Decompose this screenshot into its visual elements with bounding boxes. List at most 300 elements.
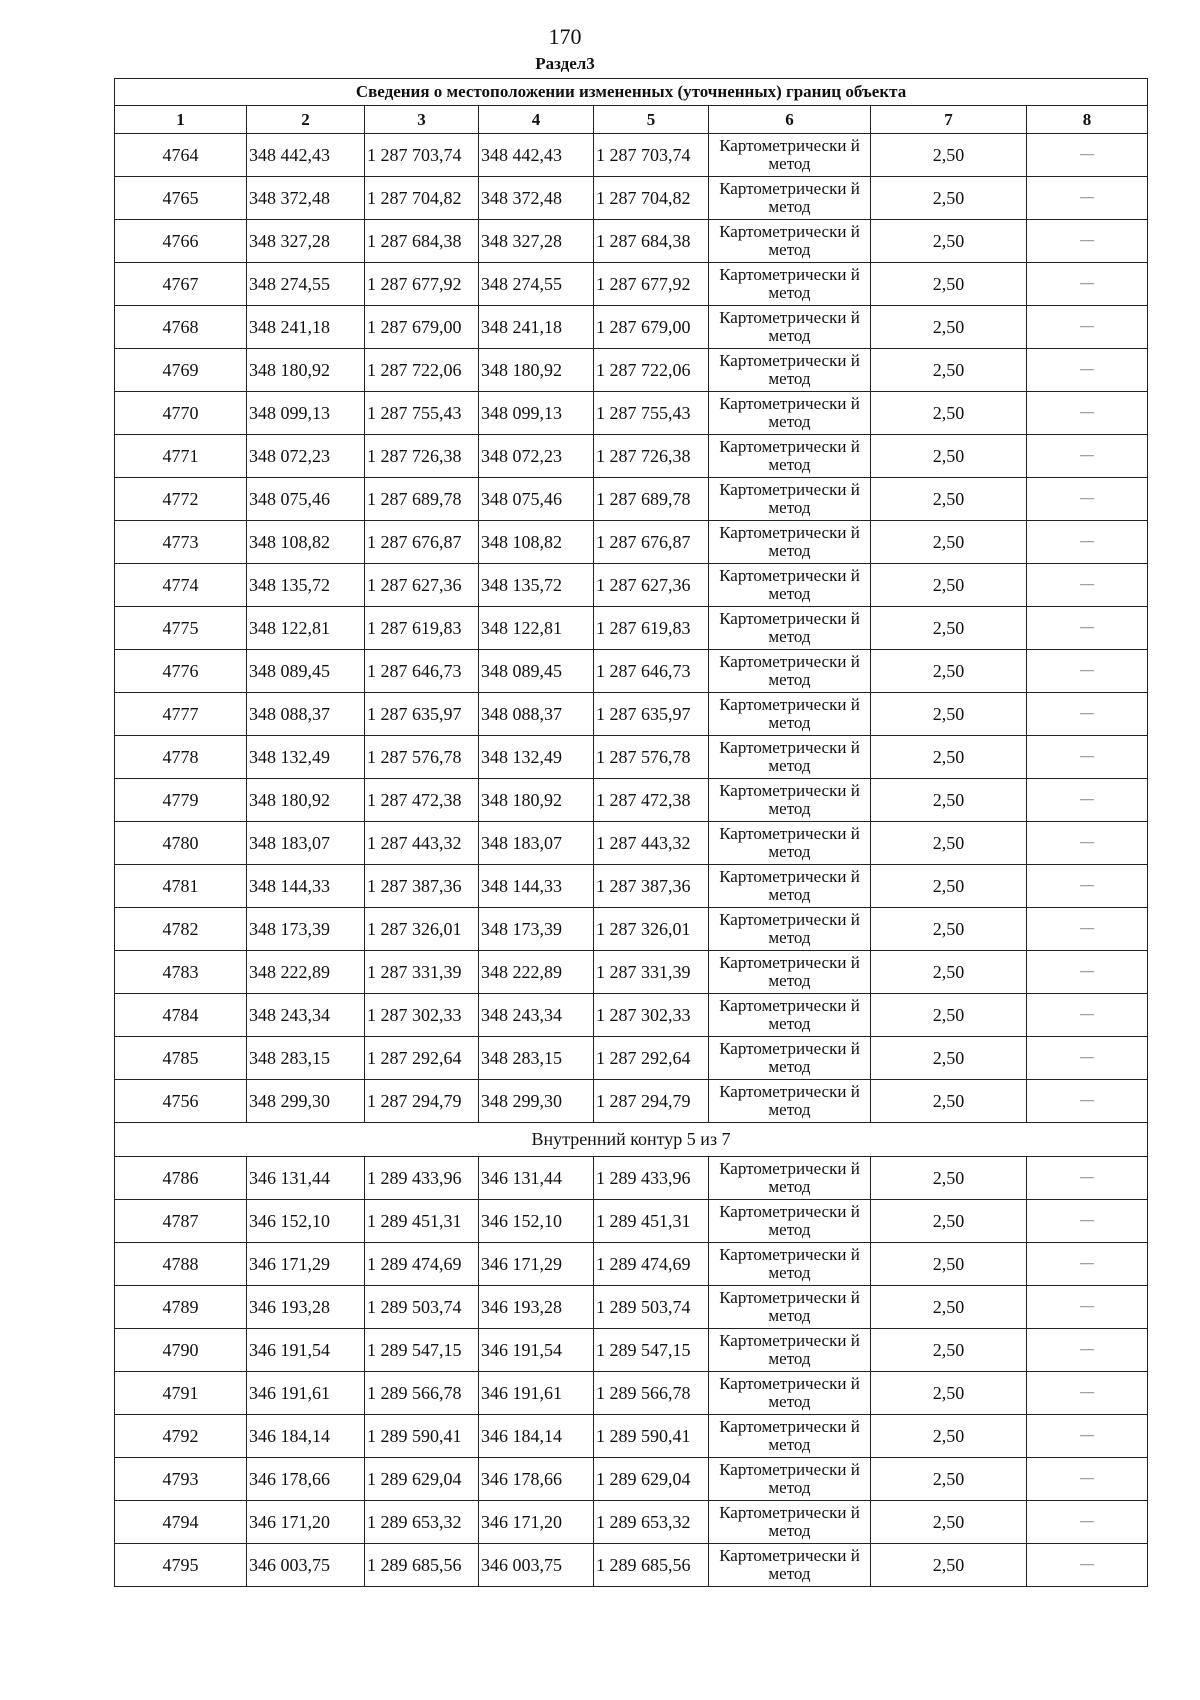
table-row <box>115 1080 1148 1123</box>
coordinate-x-cell: 348 442,43 <box>479 134 594 177</box>
column-8-cell: — <box>1027 607 1148 650</box>
method-cell: Картометрически й метод <box>709 1372 871 1415</box>
table-row <box>115 1037 1148 1080</box>
column-8-cell: — <box>1027 564 1148 607</box>
point-number-cell: 4793 <box>115 1458 247 1501</box>
coordinate-y-cell: 1 287 676,87 <box>365 521 479 564</box>
coordinate-y-cell: 1 287 576,78 <box>365 736 479 779</box>
coordinate-x-cell: 348 243,34 <box>479 994 594 1037</box>
coordinate-y-cell: 1 287 677,92 <box>365 263 479 306</box>
point-number-cell: 4779 <box>115 779 247 822</box>
coordinate-y-cell: 1 289 685,56 <box>365 1544 479 1587</box>
coordinate-x-cell: 348 180,92 <box>247 349 365 392</box>
coordinate-y-cell: 1 287 635,97 <box>365 693 479 736</box>
method-cell: Картометрически й метод <box>709 263 871 306</box>
column-number: 7 <box>871 106 1027 134</box>
coordinate-y-cell: 1 289 566,78 <box>594 1372 709 1415</box>
coordinate-x-cell: 348 241,18 <box>479 306 594 349</box>
accuracy-cell: 2,50 <box>871 478 1027 521</box>
column-8-cell: — <box>1027 435 1148 478</box>
coordinate-x-cell: 346 171,29 <box>479 1243 594 1286</box>
point-number-cell: 4785 <box>115 1037 247 1080</box>
coordinate-x-cell: 346 184,14 <box>479 1415 594 1458</box>
coordinate-x-cell: 346 184,14 <box>247 1415 365 1458</box>
table-row <box>115 1157 1148 1200</box>
method-cell: Картометрически й метод <box>709 177 871 220</box>
table-row <box>115 1329 1148 1372</box>
column-8-cell: — <box>1027 994 1148 1037</box>
accuracy-cell: 2,50 <box>871 435 1027 478</box>
method-cell: Картометрически й метод <box>709 435 871 478</box>
coordinate-y-cell: 1 287 576,78 <box>594 736 709 779</box>
page-number: 170 <box>548 24 582 49</box>
accuracy-cell: 2,50 <box>871 1544 1027 1587</box>
coordinate-y-cell: 1 287 387,36 <box>594 865 709 908</box>
coordinate-x-cell: 348 088,37 <box>479 693 594 736</box>
table-row <box>115 435 1148 478</box>
point-number-cell: 4766 <box>115 220 247 263</box>
coordinate-x-cell: 346 178,66 <box>247 1458 365 1501</box>
coordinate-y-cell: 1 287 722,06 <box>365 349 479 392</box>
coordinate-x-cell: 346 178,66 <box>479 1458 594 1501</box>
coordinate-y-cell: 1 287 292,64 <box>365 1037 479 1080</box>
coordinate-y-cell: 1 289 451,31 <box>594 1200 709 1243</box>
table-title: Сведения о местоположении измененных (уточненных) границ объекта <box>115 79 1148 106</box>
coordinate-x-cell: 348 222,89 <box>247 951 365 994</box>
column-8-cell: — <box>1027 650 1148 693</box>
coordinate-y-cell: 1 287 635,97 <box>594 693 709 736</box>
coordinate-y-cell: 1 287 703,74 <box>365 134 479 177</box>
coordinate-y-cell: 1 287 619,83 <box>365 607 479 650</box>
coordinate-x-cell: 348 108,82 <box>479 521 594 564</box>
point-number-cell: 4764 <box>115 134 247 177</box>
table-row <box>115 1501 1148 1544</box>
coordinate-x-cell: 346 003,75 <box>479 1544 594 1587</box>
coordinate-x-cell: 348 122,81 <box>247 607 365 650</box>
coordinate-x-cell: 348 274,55 <box>479 263 594 306</box>
coordinate-x-cell: 348 108,82 <box>247 521 365 564</box>
coordinate-x-cell: 348 180,92 <box>247 779 365 822</box>
coordinate-y-cell: 1 289 433,96 <box>365 1157 479 1200</box>
method-cell: Картометрически й метод <box>709 564 871 607</box>
point-number-cell: 4795 <box>115 1544 247 1587</box>
table-row <box>115 564 1148 607</box>
coordinate-y-cell: 1 289 547,15 <box>594 1329 709 1372</box>
column-number: 2 <box>247 106 365 134</box>
column-8-cell: — <box>1027 1329 1148 1372</box>
column-8-cell: — <box>1027 1080 1148 1123</box>
coordinate-y-cell: 1 289 433,96 <box>594 1157 709 1200</box>
contour-heading-row <box>115 1123 1148 1157</box>
table-row <box>115 263 1148 306</box>
point-number-cell: 4775 <box>115 607 247 650</box>
coordinate-x-cell: 348 180,92 <box>479 349 594 392</box>
coordinate-x-cell: 348 173,39 <box>479 908 594 951</box>
point-number-cell: 4794 <box>115 1501 247 1544</box>
method-cell: Картометрически й метод <box>709 994 871 1037</box>
method-cell: Картометрически й метод <box>709 134 871 177</box>
coordinate-x-cell: 346 191,61 <box>247 1372 365 1415</box>
coordinate-x-cell: 346 171,29 <box>247 1243 365 1286</box>
coordinate-x-cell: 348 283,15 <box>479 1037 594 1080</box>
method-cell: Картометрически й метод <box>709 521 871 564</box>
method-cell: Картометрически й метод <box>709 607 871 650</box>
coordinate-x-cell: 346 193,28 <box>479 1286 594 1329</box>
point-number-cell: 4783 <box>115 951 247 994</box>
point-number-cell: 4784 <box>115 994 247 1037</box>
coordinate-x-cell: 348 327,28 <box>247 220 365 263</box>
coordinate-y-cell: 1 289 503,74 <box>594 1286 709 1329</box>
column-8-cell: — <box>1027 865 1148 908</box>
column-8-cell: — <box>1027 1501 1148 1544</box>
coordinate-x-cell: 348 442,43 <box>247 134 365 177</box>
method-cell: Картометрически й метод <box>709 306 871 349</box>
method-cell: Картометрически й метод <box>709 951 871 994</box>
coordinate-y-cell: 1 287 627,36 <box>365 564 479 607</box>
accuracy-cell: 2,50 <box>871 607 1027 650</box>
point-number-cell: 4781 <box>115 865 247 908</box>
point-number-cell: 4768 <box>115 306 247 349</box>
coordinate-y-cell: 1 287 704,82 <box>365 177 479 220</box>
coordinate-y-cell: 1 287 677,92 <box>594 263 709 306</box>
coordinate-y-cell: 1 287 472,38 <box>594 779 709 822</box>
table-row <box>115 521 1148 564</box>
method-cell: Картометрически й метод <box>709 392 871 435</box>
point-number-cell: 4756 <box>115 1080 247 1123</box>
coordinate-x-cell: 348 132,49 <box>247 736 365 779</box>
coordinate-y-cell: 1 287 294,79 <box>365 1080 479 1123</box>
coordinate-y-cell: 1 289 590,41 <box>365 1415 479 1458</box>
coordinate-x-cell: 348 173,39 <box>247 908 365 951</box>
column-8-cell: — <box>1027 1544 1148 1587</box>
column-8-cell: — <box>1027 822 1148 865</box>
coordinate-x-cell: 348 299,30 <box>247 1080 365 1123</box>
table-row <box>115 951 1148 994</box>
coordinate-y-cell: 1 287 676,87 <box>594 521 709 564</box>
table-body <box>115 134 1148 1587</box>
method-cell: Картометрически й метод <box>709 736 871 779</box>
point-number-cell: 4787 <box>115 1200 247 1243</box>
accuracy-cell: 2,50 <box>871 1243 1027 1286</box>
boundary-coordinates-table <box>114 78 1148 1587</box>
accuracy-cell: 2,50 <box>871 1372 1027 1415</box>
column-8-cell: — <box>1027 736 1148 779</box>
method-cell: Картометрически й метод <box>709 1080 871 1123</box>
table-row <box>115 650 1148 693</box>
method-cell: Картометрически й метод <box>709 1415 871 1458</box>
table-row <box>115 134 1148 177</box>
method-cell: Картометрически й метод <box>709 1157 871 1200</box>
coordinate-y-cell: 1 287 755,43 <box>594 392 709 435</box>
method-cell: Картометрически й метод <box>709 220 871 263</box>
coordinate-y-cell: 1 289 629,04 <box>365 1458 479 1501</box>
table-row <box>115 779 1148 822</box>
table-row <box>115 1544 1148 1587</box>
accuracy-cell: 2,50 <box>871 908 1027 951</box>
point-number-cell: 4772 <box>115 478 247 521</box>
coordinate-y-cell: 1 287 627,36 <box>594 564 709 607</box>
column-8-cell: — <box>1027 908 1148 951</box>
coordinate-y-cell: 1 287 294,79 <box>594 1080 709 1123</box>
coordinate-x-cell: 348 274,55 <box>247 263 365 306</box>
coordinate-x-cell: 346 152,10 <box>479 1200 594 1243</box>
coordinate-x-cell: 348 144,33 <box>247 865 365 908</box>
column-8-cell: — <box>1027 392 1148 435</box>
column-8-cell: — <box>1027 779 1148 822</box>
point-number-cell: 4778 <box>115 736 247 779</box>
coordinate-x-cell: 348 180,92 <box>479 779 594 822</box>
coordinate-y-cell: 1 289 685,56 <box>594 1544 709 1587</box>
coordinate-x-cell: 346 191,61 <box>479 1372 594 1415</box>
column-number: 6 <box>709 106 871 134</box>
table-row <box>115 1458 1148 1501</box>
point-number-cell: 4777 <box>115 693 247 736</box>
column-8-cell: — <box>1027 1037 1148 1080</box>
method-cell: Картометрически й метод <box>709 693 871 736</box>
column-8-cell: — <box>1027 177 1148 220</box>
coordinate-y-cell: 1 287 443,32 <box>365 822 479 865</box>
coordinate-y-cell: 1 287 703,74 <box>594 134 709 177</box>
accuracy-cell: 2,50 <box>871 1286 1027 1329</box>
column-number: 3 <box>365 106 479 134</box>
accuracy-cell: 2,50 <box>871 263 1027 306</box>
column-8-cell: — <box>1027 478 1148 521</box>
coordinate-x-cell: 348 283,15 <box>247 1037 365 1080</box>
column-number: 8 <box>1027 106 1148 134</box>
method-cell: Картометрически й метод <box>709 822 871 865</box>
accuracy-cell: 2,50 <box>871 564 1027 607</box>
accuracy-cell: 2,50 <box>871 392 1027 435</box>
coordinate-x-cell: 348 222,89 <box>479 951 594 994</box>
table-row <box>115 1200 1148 1243</box>
table-row <box>115 220 1148 263</box>
coordinate-x-cell: 348 075,46 <box>479 478 594 521</box>
accuracy-cell: 2,50 <box>871 951 1027 994</box>
accuracy-cell: 2,50 <box>871 177 1027 220</box>
table-row <box>115 908 1148 951</box>
point-number-cell: 4767 <box>115 263 247 306</box>
point-number-cell: 4790 <box>115 1329 247 1372</box>
coordinate-x-cell: 348 327,28 <box>479 220 594 263</box>
coordinate-y-cell: 1 287 619,83 <box>594 607 709 650</box>
method-cell: Картометрически й метод <box>709 908 871 951</box>
column-8-cell: — <box>1027 951 1148 994</box>
column-number-row <box>115 106 1148 134</box>
coordinate-x-cell: 346 131,44 <box>479 1157 594 1200</box>
coordinate-y-cell: 1 287 646,73 <box>365 650 479 693</box>
coordinate-x-cell: 348 072,23 <box>247 435 365 478</box>
coordinate-x-cell: 348 135,72 <box>247 564 365 607</box>
table-row <box>115 822 1148 865</box>
method-cell: Картометрически й метод <box>709 1243 871 1286</box>
coordinate-x-cell: 348 241,18 <box>247 306 365 349</box>
coordinate-y-cell: 1 287 387,36 <box>365 865 479 908</box>
accuracy-cell: 2,50 <box>871 1501 1027 1544</box>
coordinate-x-cell: 346 193,28 <box>247 1286 365 1329</box>
column-8-cell: — <box>1027 1200 1148 1243</box>
coordinate-y-cell: 1 289 503,74 <box>365 1286 479 1329</box>
method-cell: Картометрически й метод <box>709 650 871 693</box>
section-label: Раздел3 <box>535 54 595 73</box>
coordinate-x-cell: 346 171,20 <box>247 1501 365 1544</box>
coordinate-x-cell: 346 152,10 <box>247 1200 365 1243</box>
method-cell: Картометрически й метод <box>709 1037 871 1080</box>
table-row <box>115 392 1148 435</box>
accuracy-cell: 2,50 <box>871 134 1027 177</box>
coordinate-x-cell: 348 183,07 <box>479 822 594 865</box>
coordinate-y-cell: 1 287 679,00 <box>594 306 709 349</box>
table-row <box>115 1372 1148 1415</box>
point-number-cell: 4789 <box>115 1286 247 1329</box>
coordinate-y-cell: 1 289 590,41 <box>594 1415 709 1458</box>
contour-heading: Внутренний контур 5 из 7 <box>115 1123 1148 1157</box>
coordinate-x-cell: 348 089,45 <box>247 650 365 693</box>
point-number-cell: 4773 <box>115 521 247 564</box>
coordinate-y-cell: 1 287 684,38 <box>365 220 479 263</box>
coordinate-x-cell: 348 183,07 <box>247 822 365 865</box>
coordinate-x-cell: 348 299,30 <box>479 1080 594 1123</box>
coordinate-x-cell: 348 135,72 <box>479 564 594 607</box>
point-number-cell: 4771 <box>115 435 247 478</box>
point-number-cell: 4792 <box>115 1415 247 1458</box>
accuracy-cell: 2,50 <box>871 1200 1027 1243</box>
accuracy-cell: 2,50 <box>871 650 1027 693</box>
method-cell: Картометрически й метод <box>709 1501 871 1544</box>
coordinate-x-cell: 346 003,75 <box>247 1544 365 1587</box>
accuracy-cell: 2,50 <box>871 1415 1027 1458</box>
column-8-cell: — <box>1027 1458 1148 1501</box>
coordinate-y-cell: 1 287 292,64 <box>594 1037 709 1080</box>
method-cell: Картометрически й метод <box>709 478 871 521</box>
column-8-cell: — <box>1027 263 1148 306</box>
coordinate-y-cell: 1 287 684,38 <box>594 220 709 263</box>
coordinate-x-cell: 346 191,54 <box>479 1329 594 1372</box>
accuracy-cell: 2,50 <box>871 736 1027 779</box>
point-number-cell: 4776 <box>115 650 247 693</box>
coordinate-y-cell: 1 289 629,04 <box>594 1458 709 1501</box>
table-row <box>115 349 1148 392</box>
column-number: 1 <box>115 106 247 134</box>
point-number-cell: 4765 <box>115 177 247 220</box>
coordinate-x-cell: 348 089,45 <box>479 650 594 693</box>
point-number-cell: 4780 <box>115 822 247 865</box>
method-cell: Картометрически й метод <box>709 1458 871 1501</box>
coordinate-y-cell: 1 287 331,39 <box>365 951 479 994</box>
method-cell: Картометрически й метод <box>709 349 871 392</box>
column-8-cell: — <box>1027 1243 1148 1286</box>
coordinate-y-cell: 1 287 326,01 <box>365 908 479 951</box>
coordinate-y-cell: 1 289 474,69 <box>365 1243 479 1286</box>
accuracy-cell: 2,50 <box>871 865 1027 908</box>
point-number-cell: 4770 <box>115 392 247 435</box>
column-8-cell: — <box>1027 1286 1148 1329</box>
column-8-cell: — <box>1027 1372 1148 1415</box>
table-row <box>115 306 1148 349</box>
column-8-cell: — <box>1027 220 1148 263</box>
point-number-cell: 4791 <box>115 1372 247 1415</box>
accuracy-cell: 2,50 <box>871 521 1027 564</box>
column-number: 4 <box>479 106 594 134</box>
coordinate-x-cell: 348 372,48 <box>247 177 365 220</box>
table-row <box>115 607 1148 650</box>
point-number-cell: 4774 <box>115 564 247 607</box>
method-cell: Картометрически й метод <box>709 1200 871 1243</box>
table-row <box>115 478 1148 521</box>
table-row <box>115 1243 1148 1286</box>
point-number-cell: 4786 <box>115 1157 247 1200</box>
accuracy-cell: 2,50 <box>871 822 1027 865</box>
column-8-cell: — <box>1027 306 1148 349</box>
coordinate-y-cell: 1 287 689,78 <box>594 478 709 521</box>
table-row <box>115 1286 1148 1329</box>
coordinate-x-cell: 346 191,54 <box>247 1329 365 1372</box>
accuracy-cell: 2,50 <box>871 1329 1027 1372</box>
coordinate-x-cell: 348 122,81 <box>479 607 594 650</box>
point-number-cell: 4788 <box>115 1243 247 1286</box>
accuracy-cell: 2,50 <box>871 994 1027 1037</box>
column-8-cell: — <box>1027 1157 1148 1200</box>
coordinate-x-cell: 348 088,37 <box>247 693 365 736</box>
coordinate-y-cell: 1 289 566,78 <box>365 1372 479 1415</box>
coordinate-y-cell: 1 287 726,38 <box>365 435 479 478</box>
coordinate-y-cell: 1 287 302,33 <box>365 994 479 1037</box>
column-8-cell: — <box>1027 1415 1148 1458</box>
column-8-cell: — <box>1027 349 1148 392</box>
coordinate-x-cell: 346 171,20 <box>479 1501 594 1544</box>
coordinate-y-cell: 1 287 646,73 <box>594 650 709 693</box>
coordinate-y-cell: 1 287 726,38 <box>594 435 709 478</box>
coordinate-y-cell: 1 289 474,69 <box>594 1243 709 1286</box>
accuracy-cell: 2,50 <box>871 1037 1027 1080</box>
coordinate-y-cell: 1 287 302,33 <box>594 994 709 1037</box>
coordinate-x-cell: 348 132,49 <box>479 736 594 779</box>
accuracy-cell: 2,50 <box>871 1458 1027 1501</box>
accuracy-cell: 2,50 <box>871 1080 1027 1123</box>
coordinate-x-cell: 348 075,46 <box>247 478 365 521</box>
accuracy-cell: 2,50 <box>871 1157 1027 1200</box>
coordinate-y-cell: 1 287 679,00 <box>365 306 479 349</box>
method-cell: Картометрически й метод <box>709 1329 871 1372</box>
coordinate-y-cell: 1 289 451,31 <box>365 1200 479 1243</box>
coordinate-x-cell: 348 243,34 <box>247 994 365 1037</box>
method-cell: Картометрически й метод <box>709 1286 871 1329</box>
table-row <box>115 736 1148 779</box>
method-cell: Картометрически й метод <box>709 865 871 908</box>
table-row <box>115 865 1148 908</box>
coordinate-y-cell: 1 287 704,82 <box>594 177 709 220</box>
column-number: 5 <box>594 106 709 134</box>
coordinate-y-cell: 1 287 722,06 <box>594 349 709 392</box>
coordinate-y-cell: 1 289 547,15 <box>365 1329 479 1372</box>
coordinate-x-cell: 348 072,23 <box>479 435 594 478</box>
table-row <box>115 1415 1148 1458</box>
column-8-cell: — <box>1027 134 1148 177</box>
accuracy-cell: 2,50 <box>871 220 1027 263</box>
coordinate-x-cell: 348 099,13 <box>247 392 365 435</box>
accuracy-cell: 2,50 <box>871 306 1027 349</box>
coordinate-x-cell: 348 144,33 <box>479 865 594 908</box>
column-8-cell: — <box>1027 521 1148 564</box>
column-8-cell: — <box>1027 693 1148 736</box>
table-row <box>115 994 1148 1037</box>
coordinate-y-cell: 1 287 472,38 <box>365 779 479 822</box>
coordinate-x-cell: 348 099,13 <box>479 392 594 435</box>
accuracy-cell: 2,50 <box>871 693 1027 736</box>
point-number-cell: 4769 <box>115 349 247 392</box>
coordinate-y-cell: 1 289 653,32 <box>594 1501 709 1544</box>
table-row <box>115 693 1148 736</box>
coordinate-x-cell: 348 372,48 <box>479 177 594 220</box>
